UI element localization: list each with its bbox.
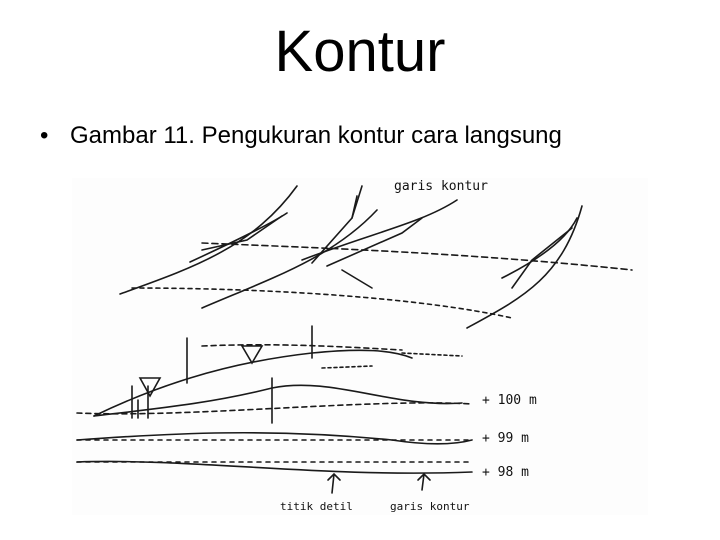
sight-line-dashed (202, 243, 632, 270)
contour-diagram-svg (72, 178, 648, 515)
terrain-profile (94, 385, 462, 416)
label-contour-98: + 98 m (482, 465, 529, 480)
label-contour-100: + 100 m (482, 393, 537, 408)
height-marker-2 (402, 353, 462, 356)
pointer-garis-kontur (418, 474, 430, 490)
label-garis-kontur-bottom: garis kontur (390, 500, 470, 513)
contour-line-98 (77, 461, 472, 473)
bullet-text: Gambar 11. Pengukuran kontur cara langsung (70, 122, 562, 149)
pointer-titik-detil (328, 474, 340, 493)
label-garis-kontur-top: garis kontur (394, 179, 488, 194)
bullet-item (40, 120, 562, 152)
tripod-1 (140, 378, 160, 396)
hill-outline-2 (202, 210, 377, 308)
level-line-1 (77, 403, 472, 414)
hill-outline-1 (120, 186, 297, 294)
hill-sight-2 (327, 218, 422, 266)
height-marker-1 (322, 366, 372, 368)
sight-line-dashed-2 (132, 288, 512, 318)
hill-outline-3 (467, 206, 582, 328)
slide-title: Kontur (274, 19, 446, 84)
label-contour-99: + 99 m (482, 431, 529, 446)
level-line-top (202, 345, 402, 350)
hill-sight-2b (342, 270, 372, 288)
label-pointer-top (352, 186, 362, 218)
label-titik-detil: titik detil (280, 500, 353, 513)
bullet-dot-icon: • (40, 122, 49, 149)
hill-outline-1b (190, 213, 287, 262)
contour-line-99 (77, 433, 472, 444)
hill-outline-2b (302, 200, 457, 260)
contour-diagram (72, 178, 648, 515)
